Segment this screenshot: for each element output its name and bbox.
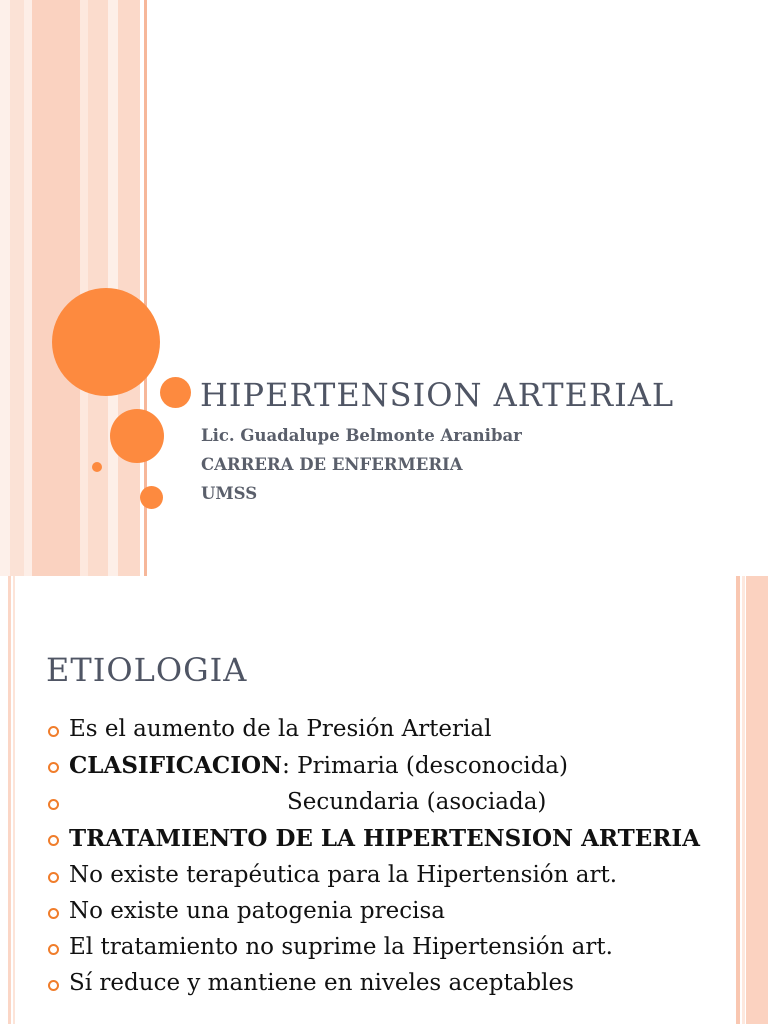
- decor-stripe: [10, 0, 24, 576]
- university-name: UMSS: [201, 484, 258, 503]
- decor-stripe: [13, 576, 15, 1024]
- decor-circle-tiny: [92, 462, 102, 472]
- bullet-list: [48, 714, 708, 1004]
- list-item: El tratamiento no suprime la Hipertensión art.: [48, 932, 708, 963]
- list-item: Sí reduce y mantiene en niveles aceptables: [48, 968, 708, 999]
- decor-circle: [110, 409, 164, 463]
- decor-circle-large: [52, 288, 160, 396]
- decor-stripe: [742, 576, 745, 1024]
- decor-stripe: [32, 0, 80, 576]
- list-item: TRATAMIENTO DE LA HIPERTENSION ARTERIA: [48, 823, 708, 855]
- list-item: Secundaria (asociada): [48, 787, 708, 818]
- bullet-ring-icon: [48, 726, 59, 737]
- list-item: No existe una patogenia precisa: [48, 896, 708, 927]
- list-item: CLASIFICACION: Primaria (desconocida): [48, 750, 708, 782]
- presenter-name: Lic. Guadalupe Belmonte Aranibar: [201, 426, 522, 445]
- bullet-ring-icon: [48, 944, 59, 955]
- slide-1-title: HIPERTENSION ARTERIAL: [200, 376, 675, 414]
- list-item: No existe terapéutica para la Hipertensión art.: [48, 860, 708, 891]
- decor-stripe: [24, 0, 32, 576]
- program-name: CARRERA DE ENFERMERIA: [201, 455, 463, 474]
- bullet-ring-icon: [48, 980, 59, 991]
- decor-stripe: [736, 576, 740, 1024]
- decor-stripe: [746, 576, 768, 1024]
- decor-stripe: [8, 576, 11, 1024]
- decor-circle: [160, 377, 191, 408]
- decor-stripe: [0, 0, 10, 576]
- bullet-ring-icon: [48, 872, 59, 883]
- bullet-ring-icon: [48, 762, 59, 773]
- bullet-ring-icon: [48, 908, 59, 919]
- bullet-ring-icon: [48, 835, 59, 846]
- bullet-ring-icon: [48, 799, 59, 810]
- decor-stripe: [80, 0, 88, 576]
- slide-2: [0, 576, 768, 1024]
- list-item: Es el aumento de la Presión Arterial: [48, 714, 708, 745]
- decor-stripe: [118, 0, 140, 576]
- slide-2-title: ETIOLOGIA: [46, 651, 248, 689]
- decor-circle: [140, 486, 163, 509]
